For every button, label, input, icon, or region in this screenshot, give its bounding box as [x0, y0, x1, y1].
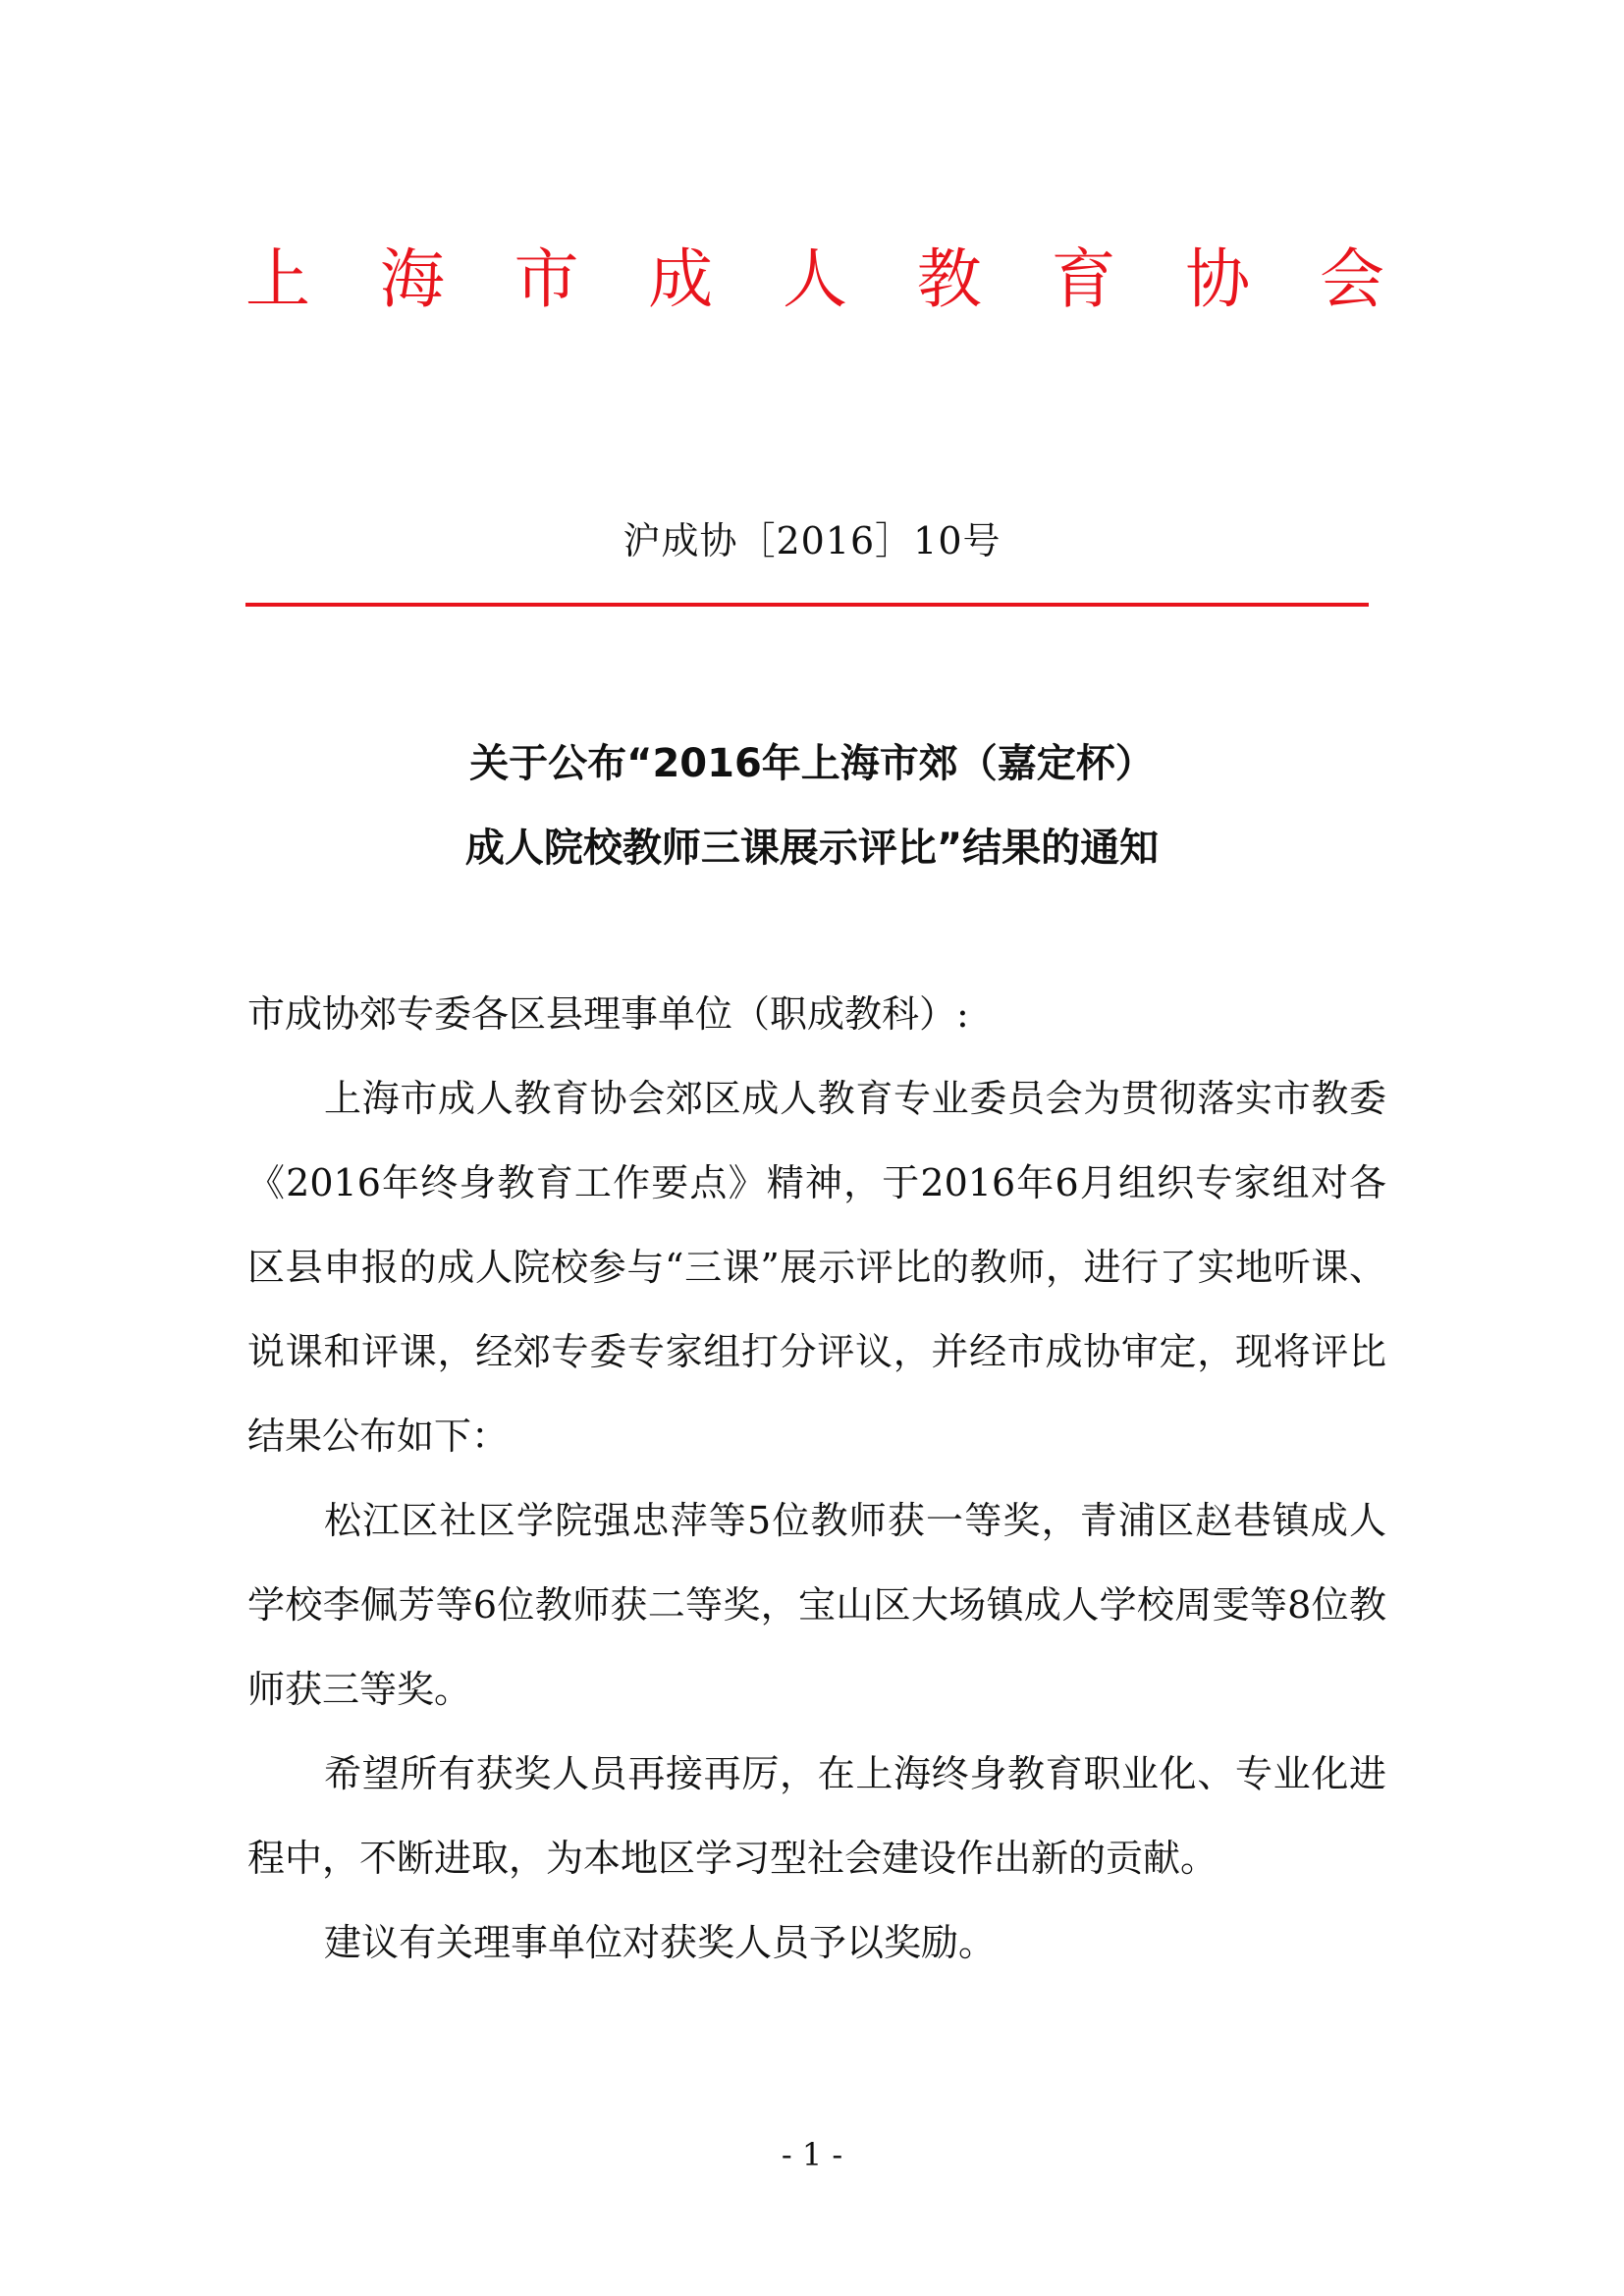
org-char: 协	[1185, 241, 1251, 317]
document-title-line-2: 成人院校教师三课展示评比”结果的通知	[464, 826, 1160, 871]
org-char: 海	[379, 241, 445, 317]
org-char: 市	[514, 241, 579, 317]
organization-header	[245, 236, 1384, 324]
org-char: 会	[1320, 241, 1384, 317]
org-char: 教	[916, 241, 982, 317]
header-divider	[245, 603, 1369, 607]
org-char: 上	[245, 241, 310, 317]
body-paragraph: 建议有关理事单位对获奖人员予以奖励。	[324, 1921, 997, 1964]
page-number: - 1 -	[781, 2136, 843, 2173]
document-number: 沪成协［2016］10号	[623, 519, 1001, 562]
document-title-line-1: 关于公布“2016年上海市郊（嘉定杯）	[469, 741, 1155, 786]
org-char: 成	[648, 241, 714, 317]
org-char: 育	[1051, 241, 1116, 317]
body-paragraph: 上海市成人教育协会郊区成人教育专业委员会为贯彻落实市教委《2016年终身教育工作要点》精神，于2016年6月组织专家组对各区县申报的成人院校参与“三课”展示评比的教师，进行了实地听课、说课和评课，经郊专委专家组打分评议，并经市成协审定，现将评比结果公布如下：	[247, 1077, 1386, 1458]
body-paragraph: 松江区社区学院强忠萍等5位教师获一等奖，青浦区赵巷镇成人学校李佩芳等6位教师获二等奖，宝山区大场镇成人学校周雯等8位教师获三等奖。	[247, 1499, 1386, 1711]
org-char: 人	[783, 241, 847, 317]
salutation: 市成协郊专委各区县理事单位（职成教科）:	[247, 992, 969, 1036]
body-paragraph: 希望所有获奖人员再接再厉，在上海终身教育职业化、专业化进程中，不断进取，为本地区学习型社会建设作出新的贡献。	[247, 1752, 1386, 1880]
